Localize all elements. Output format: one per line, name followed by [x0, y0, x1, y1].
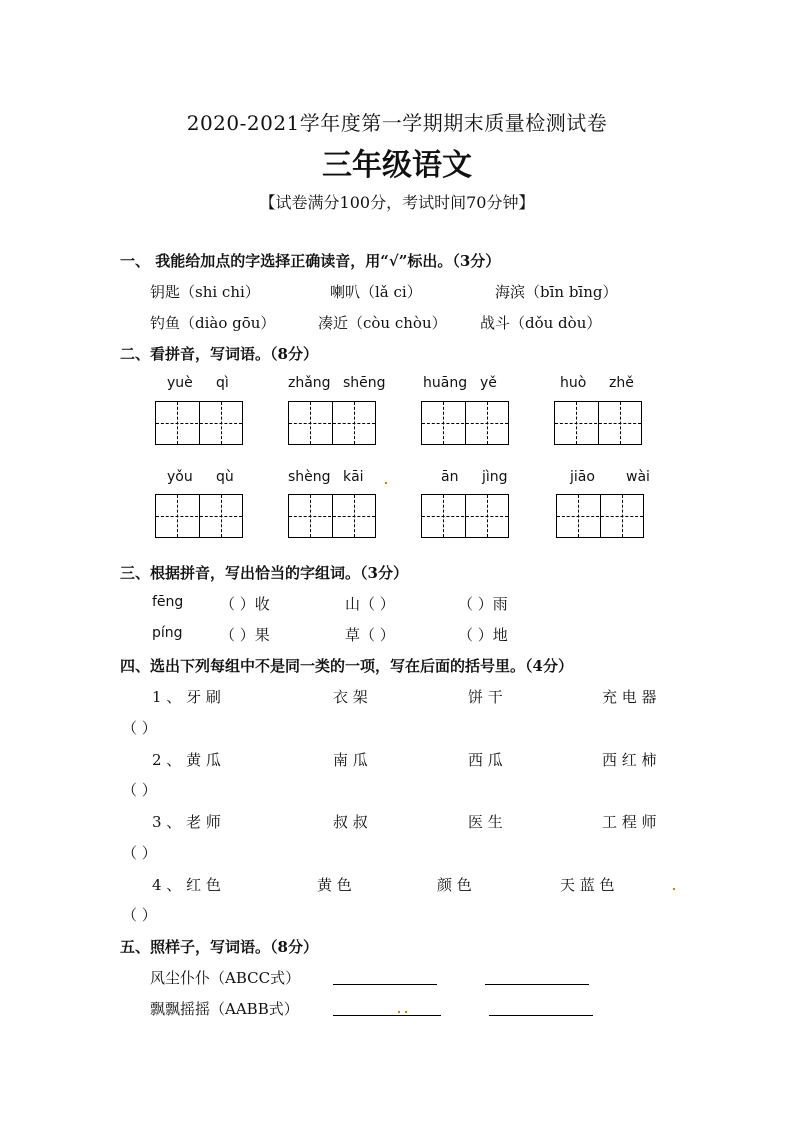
section-2-title: 二、看拼音，写词语。（8分） — [120, 345, 318, 363]
s3-blank[interactable]: （ ）地 — [458, 626, 508, 644]
s4-item: 西 瓜 — [468, 751, 503, 769]
s4-item: 1 、 牙 刷 — [152, 688, 221, 706]
pinyin-label: wài — [626, 469, 650, 485]
pinyin-label: huò — [560, 375, 587, 391]
pinyin-label: ān — [441, 469, 459, 485]
s3-blank[interactable]: （ ）果 — [220, 626, 270, 644]
s4-answer-blank[interactable]: （ ） — [122, 844, 157, 862]
section-1-title: 一、 我能给加点的字选择正确读音，用“√”标出。（3分） — [120, 252, 501, 270]
s4-item: 南 瓜 — [333, 751, 368, 769]
s4-answer-blank[interactable]: （ ） — [122, 719, 157, 737]
s4-item: 衣 架 — [333, 688, 368, 706]
s4-item: 叔 叔 — [333, 813, 368, 831]
stray-dot — [405, 1011, 407, 1013]
s3-blank[interactable]: 草（ ） — [345, 626, 395, 644]
s4-item: 颜 色 — [437, 876, 472, 894]
writing-grid[interactable] — [421, 401, 509, 445]
exam-note: 【试卷满分100分，考试时间70分钟】 — [259, 193, 535, 212]
s5-example: 风尘仆仆（ABCC式） — [150, 969, 301, 987]
pinyin-label: yǒu — [167, 469, 193, 485]
pinyin-label: zhǎng — [288, 375, 331, 391]
answer-line[interactable] — [489, 1015, 593, 1016]
s4-item: 黄 色 — [317, 876, 352, 894]
answer-line[interactable] — [333, 984, 437, 985]
s5-example: 飘飘摇摇（AABB式） — [150, 1000, 299, 1018]
writing-grid[interactable] — [554, 401, 642, 445]
section-5-title: 五、照样子，写词语。（8分） — [120, 938, 318, 956]
writing-grid[interactable] — [288, 494, 376, 538]
pinyin-label: zhě — [609, 375, 634, 391]
s4-item: 充 电 器 — [602, 688, 657, 706]
writing-grid[interactable] — [155, 401, 243, 445]
s1-item: 钓鱼（diào gōu） — [150, 314, 276, 332]
s1-item: 战斗（dǒu dòu） — [480, 314, 602, 332]
s3-blank[interactable]: 山（ ） — [345, 595, 395, 613]
s1-item: 钥匙（shi chi） — [150, 283, 260, 301]
s3-pinyin: fēng — [152, 594, 184, 610]
s3-pinyin: píng — [152, 625, 183, 641]
writing-grid[interactable] — [421, 494, 509, 538]
pinyin-label: jìng — [482, 469, 508, 485]
s4-answer-blank[interactable]: （ ） — [122, 906, 157, 924]
s1-item: 海滨（bīn bīng） — [495, 283, 618, 301]
stray-dot — [398, 1011, 400, 1013]
writing-grid[interactable] — [556, 494, 644, 538]
s4-item: 工 程 师 — [602, 813, 657, 831]
section-3-title: 三、根据拼音，写出恰当的字组词。（3分） — [120, 564, 408, 582]
s4-item: 3 、 老 师 — [152, 813, 221, 831]
s4-item: 医 生 — [468, 813, 503, 831]
exam-title: 2020-2021学年度第一学期期末质量检测试卷 — [186, 111, 608, 135]
pinyin-label: qì — [216, 375, 229, 391]
section-4-title: 四、选出下列每组中不是同一类的一项，写在后面的括号里。（4分） — [120, 657, 573, 675]
writing-grid[interactable] — [155, 494, 243, 538]
pinyin-label: qù — [216, 469, 234, 485]
s1-item: 凑近（còu chòu） — [318, 314, 447, 332]
pinyin-label: shèng — [288, 469, 331, 485]
s1-item: 喇叭（lǎ ci） — [330, 283, 422, 301]
pinyin-label: huāng — [423, 375, 468, 391]
answer-line[interactable] — [333, 1015, 441, 1016]
s4-item: 天 蓝 色 — [560, 876, 615, 894]
grade-title: 三年级语文 — [322, 148, 472, 183]
s4-item: 4 、 红 色 — [152, 876, 221, 894]
s4-item: 2 、 黄 瓜 — [152, 751, 221, 769]
pinyin-label: yě — [480, 375, 497, 391]
s4-item: 西 红 柿 — [602, 751, 657, 769]
pinyin-label: yuè — [167, 375, 193, 391]
answer-line[interactable] — [485, 984, 589, 985]
pinyin-label: shēng — [343, 375, 386, 391]
stray-dot — [385, 482, 387, 484]
pinyin-label: kāi — [343, 469, 364, 485]
s4-item: 饼 干 — [468, 688, 503, 706]
pinyin-label: jiāo — [570, 469, 595, 485]
s3-blank[interactable]: （ ）收 — [220, 595, 270, 613]
s4-answer-blank[interactable]: （ ） — [122, 781, 157, 799]
stray-dot — [673, 888, 675, 890]
writing-grid[interactable] — [288, 401, 376, 445]
s3-blank[interactable]: （ ）雨 — [458, 595, 508, 613]
